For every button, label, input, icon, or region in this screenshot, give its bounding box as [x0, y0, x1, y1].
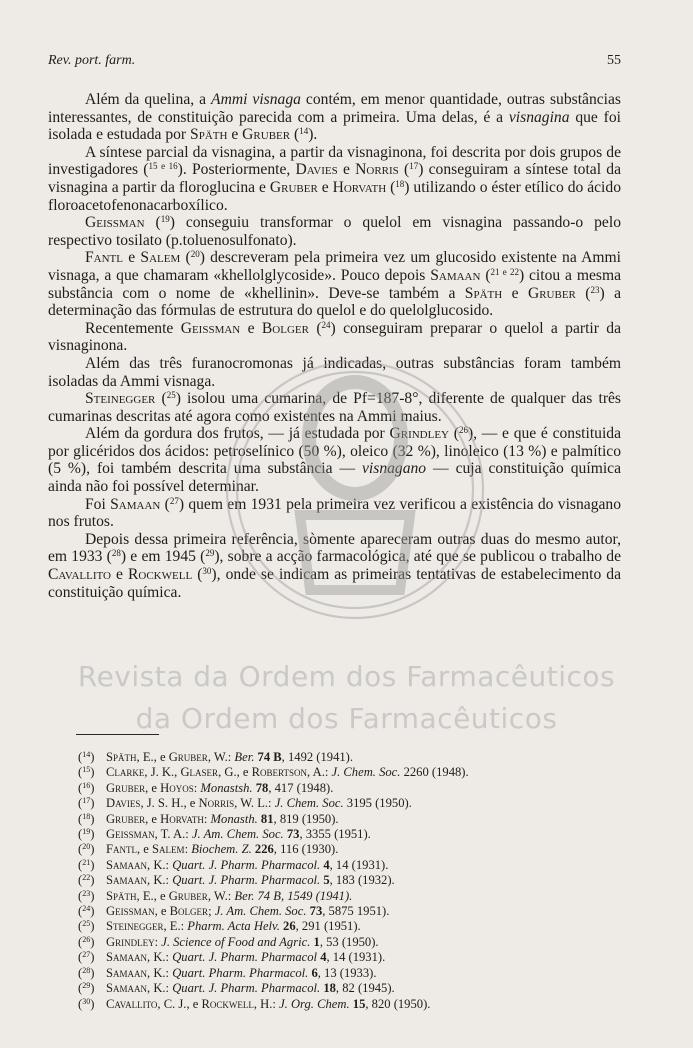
footnote-number-value: 28 [82, 965, 91, 975]
text-run: ) citou a mesma substância com o nome de «khellinin». Deve-se também a [48, 266, 622, 302]
footnote-item [78, 873, 608, 888]
text-run: ) e em 1945 ( [120, 548, 206, 566]
text-run: , 53 (1950). [319, 934, 379, 949]
text-run: ( [290, 126, 300, 144]
footnote-item [78, 997, 608, 1012]
footnote-number-value: 26 [82, 934, 91, 944]
footnote-number-value: 27 [82, 950, 91, 960]
text-run: , e [145, 780, 161, 795]
footnote-rule [76, 734, 159, 735]
text-run: , 14 (1931). [329, 857, 389, 872]
italic-text: Monastsh. [200, 780, 253, 795]
paragraph [48, 144, 621, 214]
author-name: Salem [140, 249, 181, 267]
author-name: Grindley [389, 425, 450, 443]
text-run: Recentemente [85, 319, 181, 337]
italic-text: Ammi visnaga [211, 91, 301, 108]
bold-volume: 4 [323, 857, 330, 872]
italic-text: Biochem. Z. [191, 842, 252, 857]
page-number: 55 [607, 53, 621, 68]
reference-marker: 24 [321, 319, 331, 330]
bold-volume: 5 [323, 873, 330, 888]
text-run: , e [137, 842, 153, 857]
bold-volume: 78 [255, 780, 269, 795]
reference-marker: 15 e 16 [148, 161, 178, 172]
author-name: Rockwell [201, 996, 254, 1011]
text-run: ) utilizando o éster etílico do ácido floroacetofenonacarboxílico. [48, 178, 621, 214]
author-name: Geissman [106, 904, 155, 919]
text-run: ), — e que é constituida por glicéridos dos ácidos: petroselínico (50 %), oleico (32 %), linoleico (13 %) e palmítico (5 %), foi também descrita uma substância — [48, 425, 622, 478]
author-name: Späth [106, 888, 137, 903]
italic-text: visnagina [508, 108, 570, 126]
running-header [48, 53, 621, 73]
text-run: e [317, 178, 333, 196]
text-run: , e [145, 811, 161, 826]
footnote-number-value: 22 [82, 873, 91, 883]
footnote-number: ($^{25}$) [78, 919, 95, 934]
text-run: , W.: [207, 888, 235, 903]
text-run: ( [160, 495, 170, 513]
italic-text: Ber. 74 B, 1549 (1941). [234, 888, 353, 903]
footnote-item [78, 889, 608, 904]
author-name: Samaan [106, 965, 148, 980]
text-run: , K.: [147, 857, 173, 872]
author-name: Gruber [269, 178, 318, 196]
author-name: Steinegger [85, 390, 156, 408]
author-name: Samaan [106, 857, 148, 872]
text-run: ( [144, 214, 161, 232]
text-run: ( [180, 249, 191, 267]
reference-marker: 18 [395, 178, 405, 189]
italic-text: Quart. J. Pharm. Pharmacol [172, 950, 318, 965]
author-name: Geissman [85, 214, 145, 232]
author-name: Samaan [106, 950, 148, 965]
text-run: Além das três furanocromonas já indicadas, outras substâncias foram também isoladas da Ammi visnaga. [48, 354, 621, 390]
footnote-number: ($^{15}$) [78, 765, 95, 780]
footnote-number: ($^{14}$) [78, 750, 95, 764]
text-run: e [502, 284, 528, 302]
italic-text: Quart. J. Pharm. Pharmacol. [172, 981, 321, 996]
footnote-item [78, 796, 608, 811]
footnote-number: ($^{28}$) [78, 965, 95, 980]
footnote-number: ($^{21}$) [78, 857, 95, 872]
author-name: Gruber [106, 780, 146, 795]
author-name: Gruber [168, 888, 208, 903]
text-run: contém, em menor quantidade, outras substâncias interessantes, de constituição parecida com a primeira. Uma delas, é a [48, 91, 621, 126]
text-run: ) descreveram pela primeira vez um glucosido existente na Ammi visnaga, a que chamaram «khellolglycoside». Pouco depois [48, 249, 621, 284]
author-name: Fantl [106, 842, 137, 857]
author-name: Norris [198, 796, 235, 811]
footnote-item [78, 950, 608, 965]
text-run: , W.: [207, 750, 235, 764]
text-run: , e [154, 904, 170, 919]
footnote-number-value: 19 [82, 827, 91, 837]
italic-text: Quart. Pharm. Pharmacol. [172, 965, 309, 980]
author-name: Hoyos [160, 780, 194, 795]
text-run: , A.: [307, 765, 332, 780]
author-name: Samaan [106, 873, 148, 888]
text-run: , 1492 (1941). [281, 750, 354, 764]
reference-marker: 23 [590, 284, 600, 295]
text-run: , 291 (1951). [295, 919, 361, 934]
bold-volume: 18 [323, 981, 336, 996]
text-run: ) isolou uma cumarina, de Pf=187-8°, diferente de qualquer das três cumarinas descritas até agora como existentes na Ammi maius. [48, 390, 621, 425]
italic-text: J. Chem. Soc. [274, 796, 344, 811]
text-run: ( [449, 425, 459, 443]
italic-text: J. Am. Chem. Soc. [214, 904, 307, 919]
text-run: , J. K., [144, 765, 181, 780]
footnote-item [78, 827, 608, 842]
footnote-item [78, 858, 608, 873]
text-run: Depois dessa primeira referência, sòmente apareceram outras duas do mesmo autor, em 1933 ( [48, 530, 621, 566]
footnote-number: ($^{18}$) [78, 811, 95, 826]
text-run: ( [480, 266, 491, 284]
italic-text: Quart. J. Pharm. Pharmacol. [172, 857, 321, 872]
reference-marker: 26 [458, 425, 468, 436]
author-name: Samaan [430, 266, 481, 284]
footnote-number-value: 24 [82, 904, 91, 914]
text-run: , G., e [218, 765, 252, 780]
bold-volume: 26 [283, 919, 296, 934]
text-run: ), sobre a acção farmacológica, até que se publicou o trabalho de [214, 548, 622, 566]
text-run: ). Posteriormente, [177, 161, 296, 179]
bold-volume: 6 [311, 965, 318, 980]
footnote-item [78, 981, 608, 996]
author-name: Gruber [168, 750, 208, 764]
text-run: e [123, 249, 141, 267]
footnote-item [78, 750, 608, 765]
text-run: , H.: [253, 996, 280, 1011]
reference-marker: 27 [169, 495, 179, 506]
footnote-number: ($^{27}$) [78, 950, 95, 965]
text-run: , 417 (1948). [268, 780, 334, 795]
footnote-item [78, 765, 608, 780]
footnote-number-value: 17 [82, 796, 91, 806]
author-name: Glaser [180, 765, 219, 780]
text-run: , K.: [147, 965, 173, 980]
footnote-number-value: 16 [82, 780, 91, 790]
author-name: Cavallito [48, 566, 111, 584]
text-run: Além da gordura dos frutos, — já estudada por [85, 425, 390, 443]
text-run: , 819 (1950). [273, 811, 339, 826]
author-name: Robertson [251, 765, 308, 780]
footnote-number-value: 20 [82, 842, 91, 852]
footnote-number-value: 29 [82, 981, 91, 991]
text-run: , 116 (1930). [273, 842, 339, 857]
body-text [48, 91, 621, 601]
text-run: , 82 (1945). [335, 981, 395, 996]
text-run: que foi isolada e estudada por [48, 108, 621, 144]
footnote-number-value: 25 [82, 919, 91, 929]
reference-marker: 14 [299, 126, 309, 137]
footnote-item [78, 904, 608, 919]
footnote-number-value: 21 [82, 857, 91, 867]
italic-text: J. Am. Chem. Soc. [191, 827, 284, 842]
author-name: Grindley [106, 934, 155, 949]
text-run: ) conseguiu transformar o quelol em visnagina passando-o pelo respectivo tosilato (p.toluenosulfonato). [48, 214, 621, 249]
text-run: , 5875 1951). [322, 904, 390, 919]
watermark-text-line-2: da Ordem dos Farmacêuticos [135, 702, 558, 735]
footnote-number-value: 23 [82, 888, 91, 898]
reference-marker: 17 [409, 161, 419, 172]
footnote-number: ($^{26}$) [78, 934, 95, 949]
italic-text: visnagano [362, 460, 427, 478]
text-run: 2260 (1948). [400, 765, 469, 780]
footnote-item [78, 781, 608, 796]
text-run: Foi [85, 495, 111, 513]
italic-text: Quart. J. Pharm. Pharmacol. [172, 873, 321, 888]
text-run: ( [575, 284, 591, 302]
text-run: ) a determinação das fórmulas de estrutura do quelol e do quelolglucosido. [48, 284, 622, 320]
text-run: : [154, 934, 162, 949]
reference-marker: 21 e 22 [490, 266, 519, 277]
author-name: Bolger [169, 904, 209, 919]
text-run: ; [208, 904, 215, 919]
bold-volume: 73 [286, 827, 300, 842]
text-run: ( [192, 566, 203, 584]
footnote-number: ($^{23}$) [78, 888, 95, 903]
paragraph [48, 390, 621, 425]
author-name: Geissman [180, 319, 241, 337]
bold-volume: 74 B [257, 750, 282, 764]
text-run: , T. A.: [154, 827, 192, 842]
footnote-number-value: 14 [82, 750, 91, 759]
author-name: Gruber [242, 126, 291, 144]
footnote-number: ($^{22}$) [78, 873, 95, 888]
reference-marker: 28 [111, 548, 121, 559]
footnote-list [78, 750, 608, 1012]
footnote-number: ($^{16}$) [78, 780, 95, 795]
bold-volume: 4 [320, 950, 327, 965]
paragraph [48, 531, 621, 601]
paragraph [48, 249, 621, 319]
text-run: , E., e [136, 888, 169, 903]
author-name: Späth [106, 750, 137, 764]
text-run: ( [386, 178, 396, 196]
italic-text: Ber. [234, 750, 255, 764]
text-run: A síntese parcial da visnagina, a partir da visnaginona, foi descrita por dois grupos de investigadores ( [48, 143, 621, 179]
author-name: Salem [152, 842, 185, 857]
author-name: Samaan [110, 495, 161, 513]
text-run: , 14 (1931). [326, 950, 386, 965]
text-run: , K.: [147, 950, 173, 965]
text-run: 3195 (1950). [343, 796, 412, 811]
text-run: , 183 (1932). [329, 873, 395, 888]
author-name: Davies [295, 161, 338, 179]
paragraph [48, 496, 621, 531]
author-name: Geissman [106, 827, 155, 842]
bold-volume: 73 [309, 904, 323, 919]
footnote-item [78, 966, 608, 981]
text-run: e [227, 126, 243, 144]
author-name: Rockwell [128, 566, 193, 584]
footnote-item [78, 935, 608, 950]
italic-text: Monasth. [210, 811, 258, 826]
text-run: ( [155, 390, 167, 408]
author-name: Clarke [106, 765, 145, 780]
author-name: Gruber [527, 284, 576, 302]
bold-volume: 81 [260, 811, 274, 826]
footnote-number-value: 18 [82, 811, 91, 821]
text-run: : [203, 811, 211, 826]
text-run: ) quem em 1931 pela primeira vez verificou a existência do visnagano nos frutos. [48, 495, 622, 531]
author-name: Davies [106, 796, 141, 811]
text-run: ( [398, 161, 410, 179]
footnote-item [78, 842, 608, 857]
author-name: Samaan [106, 981, 148, 996]
author-name: Horvath [160, 811, 204, 826]
text-run: : [184, 842, 192, 857]
paragraph [48, 214, 621, 249]
text-run: , K.: [147, 873, 173, 888]
text-run: ), onde se indicam as primeiras tentativas de estabelecimento da constituição química. [48, 566, 622, 601]
text-run: , E., e [136, 750, 169, 764]
text-run: , E.: [163, 919, 188, 934]
text-run: ) conseguiram preparar o quelol a partir da visnaginona. [48, 319, 622, 355]
reference-marker: 19 [160, 214, 170, 225]
text-run: — cuja constituição química ainda não foi possível determinar. [48, 460, 621, 496]
author-name: Gruber [106, 811, 146, 826]
paragraph [48, 91, 621, 144]
footnote-number: ($^{24}$) [78, 904, 95, 919]
italic-text: J. Science of Food and Agric. [161, 934, 311, 949]
italic-text: J. Chem. Soc. [331, 765, 401, 780]
text-run: e [110, 566, 128, 584]
author-name: Cavallito [106, 996, 158, 1011]
reference-marker: 30 [202, 566, 212, 577]
author-name: Horvath [332, 178, 387, 196]
text-run: ). [308, 126, 318, 144]
footnote-item [78, 812, 608, 827]
footnote-item [78, 919, 608, 934]
text-run: , 3355 (1951). [299, 827, 371, 842]
bold-volume: 15 [352, 996, 366, 1011]
text-run: , J. S. H., e [140, 796, 199, 811]
watermark-text-line-1: Revista da Ordem dos Farmacêuticos [77, 660, 616, 693]
footnote-number: ($^{17}$) [78, 796, 95, 811]
author-name: Späth [190, 126, 228, 144]
journal-name: Rev. port. farm. [48, 53, 136, 68]
reference-marker: 20 [190, 249, 200, 260]
author-name: Steinegger [106, 919, 164, 934]
bold-volume: 226 [254, 842, 274, 857]
footnote-number-value: 30 [82, 996, 91, 1006]
footnote-number: ($^{19}$) [78, 827, 95, 842]
author-name: Norris [355, 161, 399, 179]
text-run: ( [308, 319, 322, 337]
text-run: , 13 (1933). [317, 965, 377, 980]
bold-volume: 1 [313, 934, 320, 949]
author-name: Bolger [261, 319, 309, 337]
text-run: ) conseguiram a síntese total da visnagina a partir da floroglucina e [48, 161, 622, 196]
text-run: : [193, 780, 201, 795]
paragraph [48, 320, 621, 355]
author-name: Fantl [85, 249, 123, 267]
text-run: e [337, 161, 356, 179]
text-run: e [240, 319, 262, 337]
text-run: , 820 (1950). [365, 996, 431, 1011]
italic-text: Pharm. Acta Helv. [187, 919, 280, 934]
footnote-number: ($^{29}$) [78, 981, 95, 996]
paragraph [48, 425, 621, 495]
author-name: Späth [464, 284, 503, 302]
text-run: , K.: [147, 981, 173, 996]
text-run: , W. L.: [234, 796, 275, 811]
footnote-number-value: 15 [82, 765, 91, 775]
footnote-number: ($^{30}$) [78, 996, 95, 1011]
text-run: , C. J., e [157, 996, 202, 1011]
italic-text: J. Org. Chem. [279, 996, 350, 1011]
reference-marker: 25 [166, 390, 176, 401]
paragraph [48, 355, 621, 390]
text-run: Além da quelina, a [85, 91, 212, 108]
footnote-number: ($^{20}$) [78, 842, 95, 857]
reference-marker: 29 [205, 548, 215, 559]
